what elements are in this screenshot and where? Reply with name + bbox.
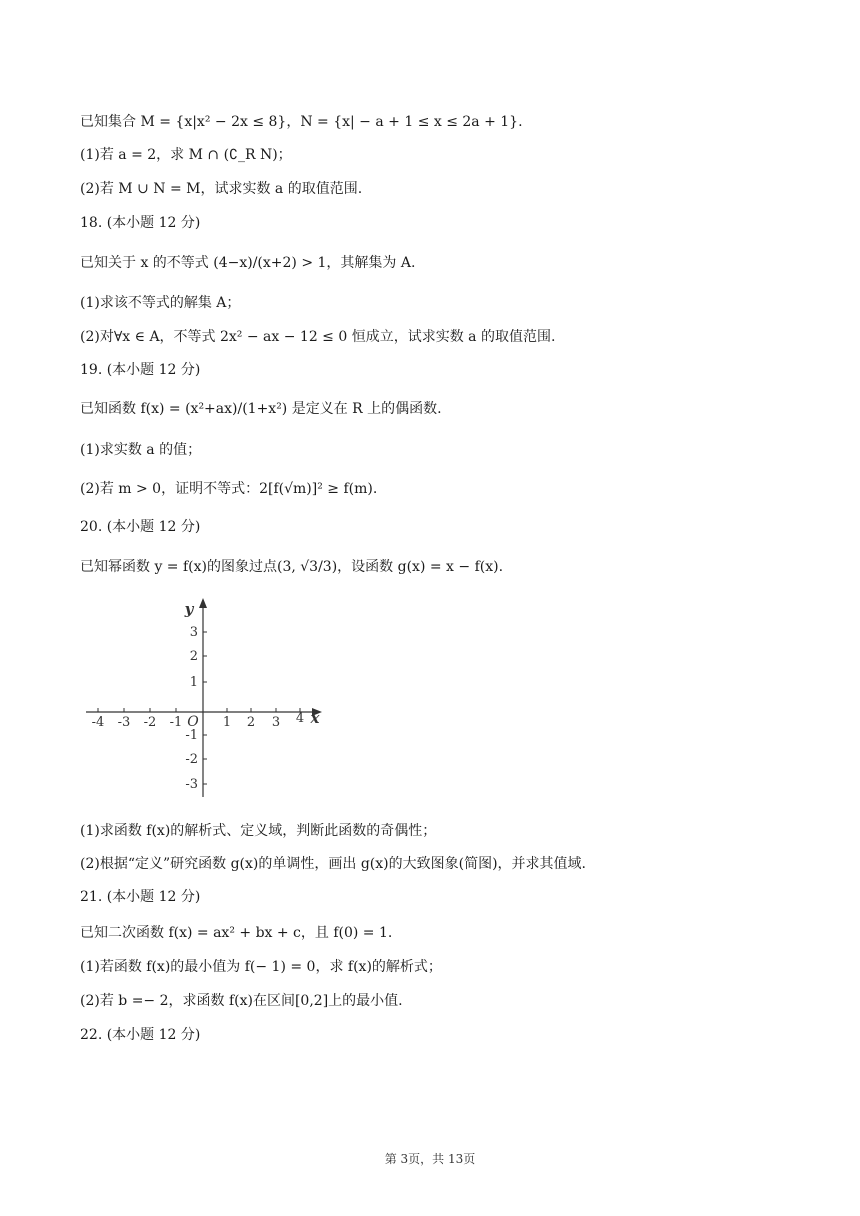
- x-tick-label: -2: [143, 715, 157, 730]
- x-tick-label: 2: [246, 715, 256, 730]
- y-tick-label: 2: [189, 649, 198, 664]
- line-7: (2)对∀x ∈ A，不等式 2x² − ax − 12 ≤ 0 恒成立，试求实数 a 的取值范围.: [80, 329, 556, 345]
- line-13: 已知幂函数 y = f(x)的图象过点(3, √3/3)，设函数 g(x) = x − f(x).: [80, 559, 504, 575]
- x-tick-label: -4: [91, 715, 105, 730]
- page-footer: 第 3页，共 13页: [384, 1152, 476, 1166]
- line-14: (1)求函数 f(x)的解析式、定义域，判断此函数的奇偶性；: [80, 823, 437, 839]
- y-tick-label: -1: [185, 728, 198, 743]
- question-20-heading: 20. (本小题 12 分): [80, 519, 201, 535]
- x-tick-label: 4: [295, 711, 305, 726]
- line-9: 已知函数 f(x) = (x²+ax)/(1+x²) 是定义在 R 上的偶函数.: [80, 401, 442, 417]
- x-tick-label: -1: [169, 715, 183, 730]
- line-1: 已知集合 M = {x|x² − 2x ≤ 8}，N = {x| − a + 1 ≤ x ≤ 2a + 1}.: [80, 114, 523, 130]
- line-5: 已知关于 x 的不等式 (4−x)/(x+2) > 1，其解集为 A.: [80, 255, 416, 271]
- x-tick-label: 1: [222, 715, 232, 730]
- y-tick-label: -3: [185, 777, 198, 792]
- line-11: (2)若 m > 0，证明不等式：2[f(√m)]² ≥ f(m).: [80, 481, 378, 497]
- line-17: 已知二次函数 f(x) = ax² + bx + c，且 f(0) = 1.: [80, 925, 393, 941]
- question-21-heading: 21. (本小题 12 分): [80, 889, 201, 905]
- line-6: (1)求该不等式的解集 A；: [80, 295, 241, 311]
- y-axis-arrow: [199, 598, 207, 608]
- line-15: (2)根据“定义”研究函数 g(x)的单调性，画出 g(x)的大致图象(简图)，并求其值域.: [80, 856, 586, 872]
- x-axis-label: x: [310, 709, 320, 727]
- x-tick-label: -3: [117, 715, 131, 730]
- y-tick-label: 3: [189, 625, 198, 640]
- line-19: (2)若 b =− 2，求函数 f(x)在区间[0,2]上的最小值.: [80, 993, 403, 1009]
- y-tick-label: -2: [185, 752, 198, 767]
- line-3: (2)若 M ∪ N = M，试求实数 a 的取值范围.: [80, 181, 363, 197]
- y-axis-label: y: [184, 600, 194, 618]
- x-tick-label: 3: [271, 715, 281, 730]
- question-19-heading: 19. (本小题 12 分): [80, 362, 201, 378]
- question-18-heading: 18. (本小题 12 分): [80, 215, 201, 231]
- line-2: (1)若 a = 2，求 M ∩ (∁_R N)；: [80, 147, 292, 163]
- coordinate-grid-figure: [78, 592, 338, 802]
- line-18: (1)若函数 f(x)的最小值为 f(− 1) = 0，求 f(x)的解析式；: [80, 959, 442, 975]
- origin-label: O: [187, 714, 199, 730]
- line-10: (1)求实数 a 的值；: [80, 442, 202, 458]
- y-tick-label: 1: [189, 675, 198, 690]
- question-22-heading: 22. (本小题 12 分): [80, 1027, 201, 1043]
